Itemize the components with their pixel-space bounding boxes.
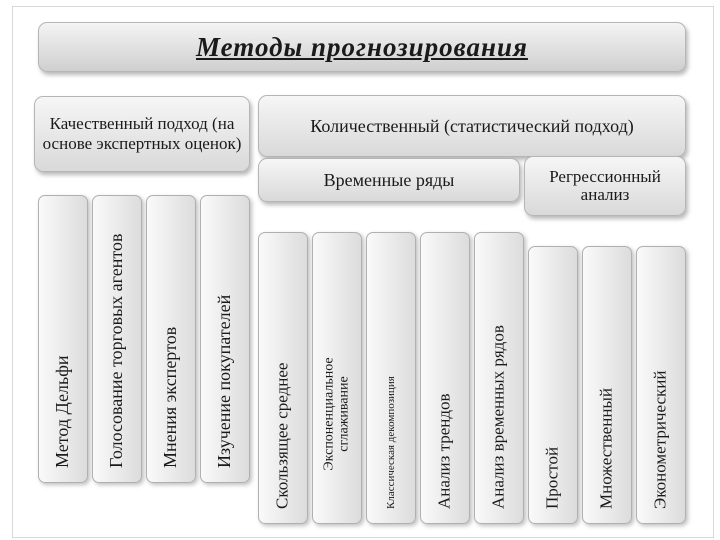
method-column-multiple bbox=[582, 246, 632, 524]
method-label-time-series-analysis: Анализ временных рядов bbox=[488, 325, 508, 510]
method-label-delphi: Метод Дельфи bbox=[52, 355, 72, 469]
quantitative-approach-label: Количественный (статистический подход) bbox=[310, 115, 634, 136]
method-label-expert-opinion: Мнения экспертов bbox=[160, 327, 180, 469]
method-column-time-series-analysis bbox=[474, 232, 524, 524]
title-box bbox=[38, 22, 686, 72]
time-series-label: Временные ряды bbox=[323, 169, 455, 190]
method-column-econometric bbox=[636, 246, 686, 524]
qualitative-approach-label: Качественный подход (на основе экспертных оценок) bbox=[42, 114, 242, 153]
quantitative-approach-box bbox=[258, 95, 686, 157]
method-column-exponential-smoothing bbox=[312, 232, 362, 524]
method-column-simple bbox=[528, 246, 578, 524]
method-column-customer-research bbox=[200, 195, 250, 483]
method-column-delphi bbox=[38, 195, 88, 483]
method-label-sales-force-vote: Голосование торговых агентов bbox=[106, 233, 126, 469]
method-label-econometric: Эконометрический bbox=[650, 370, 670, 510]
method-column-trend-analysis bbox=[420, 232, 470, 524]
method-column-moving-average bbox=[258, 232, 308, 524]
method-label-customer-research: Изучение покупателей bbox=[214, 294, 234, 469]
method-label-exponential-smoothing: Экспоненциальное сглаживание bbox=[321, 357, 352, 471]
method-label-classical-decomposition: Классическая декомпозиция bbox=[385, 376, 397, 509]
method-label-simple: Простой bbox=[542, 447, 562, 510]
regression-box bbox=[524, 156, 686, 216]
method-label-moving-average: Скользящее среднее bbox=[272, 362, 292, 510]
method-label-multiple: Множественный bbox=[596, 388, 616, 510]
method-column-sales-force-vote bbox=[92, 195, 142, 483]
qualitative-approach-box bbox=[34, 96, 250, 172]
time-series-box bbox=[258, 158, 520, 202]
method-label-trend-analysis: Анализ трендов bbox=[434, 393, 454, 510]
method-column-classical-decomposition bbox=[366, 232, 416, 524]
method-column-expert-opinion bbox=[146, 195, 196, 483]
regression-label: Регрессионный анализ bbox=[549, 167, 661, 204]
page-title: Методы прогнозирования bbox=[196, 31, 528, 62]
